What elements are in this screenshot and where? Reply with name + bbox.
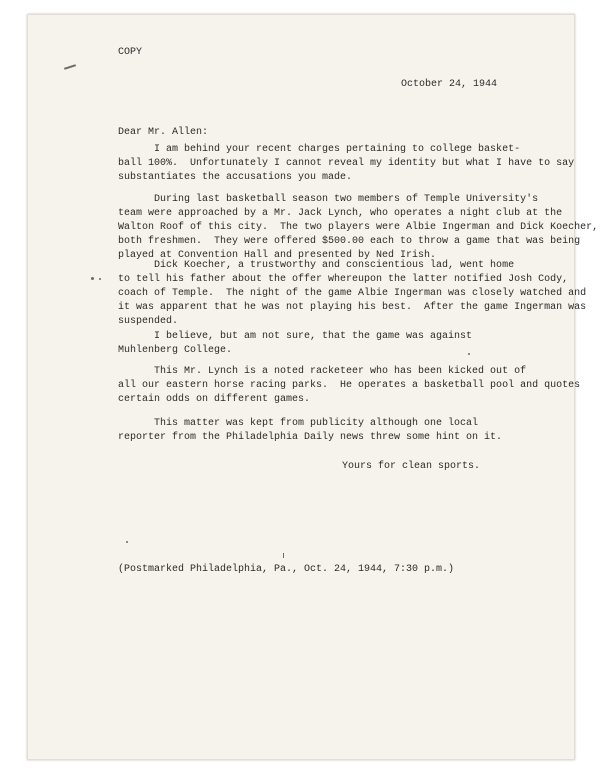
paragraph-5 — [118, 365, 581, 407]
text-line: coach of Temple. The night of the game Albie Ingerman was closely watched and — [118, 288, 587, 299]
text-line: played at Convention Hall and presented by Ned Irish. — [118, 250, 437, 261]
text-line: I believe, but am not sure, that the game was against — [118, 331, 473, 342]
paragraph-6 — [118, 417, 503, 445]
text-line: Dick Koecher, a trustworthy and conscientious lad, went home — [118, 260, 515, 271]
text-line: to tell his father about the offer whereupon the latter notified Josh Cody, — [118, 274, 569, 285]
margin-dot — [126, 541, 128, 543]
paragraph-2 — [118, 193, 599, 263]
postmark-note: (Postmarked Philadelphia, Pa., Oct. 24, 1944, 7:30 p.m.) — [118, 564, 455, 575]
text-line: This Mr. Lynch is a noted racketeer who has been kicked out of — [118, 366, 527, 377]
text-line: all our eastern horse racing parks. He operates a basketball pool and quotes — [118, 380, 581, 391]
paragraph-4 — [118, 330, 478, 358]
text-line: team were approached by a Mr. Jack Lynch, who operates a night club at the — [118, 208, 563, 219]
paragraph-1 — [118, 143, 575, 185]
margin-dot — [99, 278, 101, 280]
text-line: Walton Roof of this city. The two players were Albie Ingerman and Dick Koecher, — [118, 222, 599, 233]
text-line: certain odds on different games. — [118, 394, 311, 405]
copy-label: COPY — [118, 47, 143, 58]
text-line: reporter from the Philadelphia Daily news threw some hint on it. — [118, 432, 503, 443]
paragraph-3 — [118, 259, 587, 329]
text-line: During last basketball season two members of Temple University's — [118, 194, 539, 205]
margin-dot — [91, 277, 94, 280]
text-line: substantiates the accusations you made. — [118, 172, 353, 183]
text-line: I am behind your recent charges pertaining to college basket- — [118, 144, 521, 155]
margin-dot — [283, 553, 284, 558]
closing: Yours for clean sports. — [342, 461, 481, 472]
text-line: ball 100%. Unfortunately I cannot reveal my identity but what I have to say — [118, 158, 575, 169]
letter-date: October 24, 1944 — [401, 79, 498, 90]
text-line: it was apparent that he was not playing his best. After the game Ingerman was — [118, 302, 587, 313]
text-line: Muhlenberg College. — [118, 345, 233, 356]
text-line: suspended. — [118, 316, 179, 327]
salutation: Dear Mr. Allen: — [118, 127, 209, 138]
text-line: This matter was kept from publicity although one local — [118, 418, 479, 429]
text-line: both freshmen. They were offered $500.00 each to throw a game that was being — [118, 236, 581, 247]
